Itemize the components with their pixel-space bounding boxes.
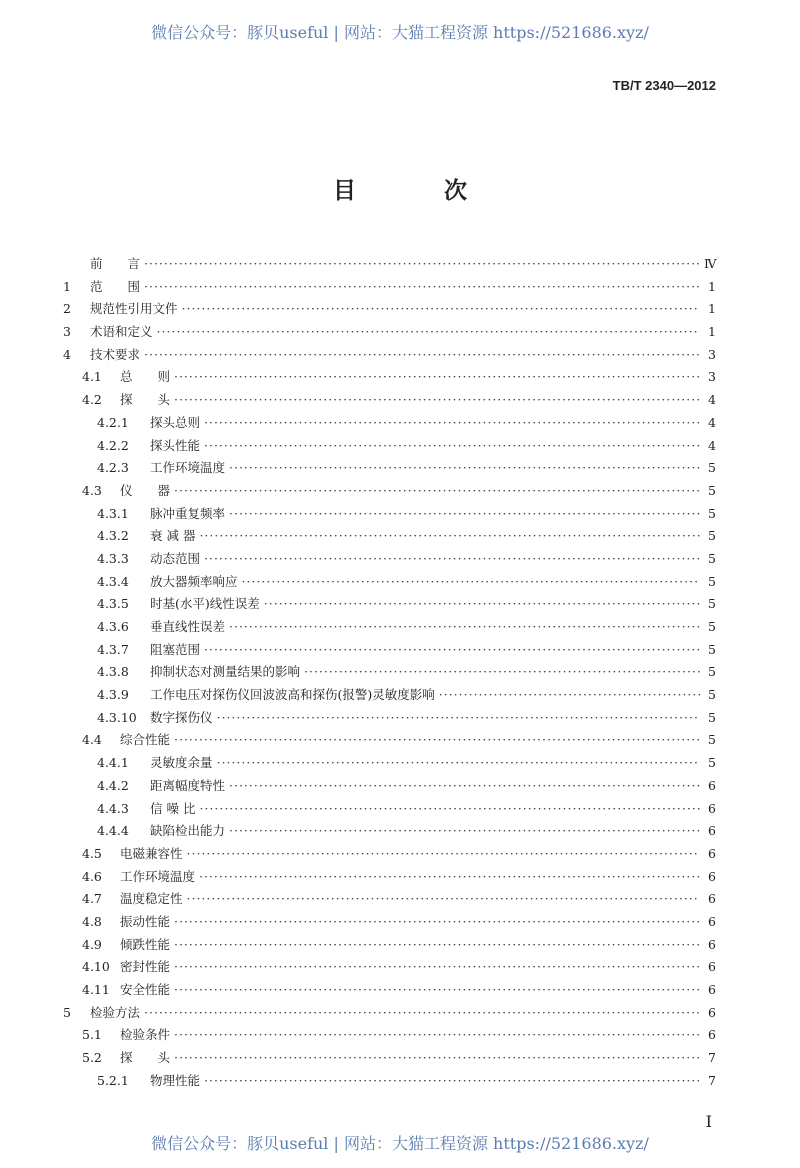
toc-entry-title: 术语和定义	[90, 324, 153, 340]
toc-entry[interactable]	[63, 367, 716, 390]
toc-entry-page: 6	[708, 1004, 716, 1020]
dot-leader	[199, 528, 700, 543]
toc-entry[interactable]	[63, 504, 716, 527]
toc-entry-title: 数字探伤仪	[150, 709, 213, 725]
toc-entry-page: 5	[708, 641, 716, 657]
toc-entry[interactable]	[63, 299, 716, 322]
toc-entry-title: 探头总则	[150, 414, 201, 430]
toc-entry-number: 4.1	[82, 369, 102, 385]
toc-entry-page: 6	[708, 868, 716, 884]
toc-entry-page: 5	[708, 550, 716, 566]
toc-entry-title: 总 则	[120, 369, 171, 385]
toc-entry[interactable]	[63, 867, 716, 890]
toc-entry[interactable]	[63, 322, 716, 345]
toc-entry-page: 1	[708, 278, 716, 294]
dot-leader	[217, 755, 700, 770]
toc-entry-title: 电磁兼容性	[120, 845, 183, 861]
dot-leader	[174, 937, 700, 952]
toc-entry-number: 4.4.1	[97, 755, 129, 771]
toc-entry-page: 5	[708, 505, 716, 521]
toc-entry[interactable]	[63, 799, 716, 822]
toc-entry-title: 信 噪 比	[150, 800, 196, 816]
page-title: 目 次	[332, 177, 507, 204]
toc-entry[interactable]	[63, 1025, 716, 1048]
watermark-bottom: 微信公众号：豚贝useful | 网站：大猫工程资源 https://521686.xyz/	[151, 1134, 649, 1153]
toc-entry-number: 4.3.8	[97, 664, 129, 680]
page-number: I	[705, 1112, 712, 1131]
toc-entry-page: 5	[708, 596, 716, 612]
dot-leader	[229, 506, 700, 521]
dot-leader	[144, 256, 700, 271]
dot-leader	[174, 732, 700, 747]
toc-entry-title: 工作电压对探伤仪回波波高和探伤(报警)灵敏度影响	[150, 687, 435, 703]
toc-entry-page: 5	[708, 573, 716, 589]
toc-entry-number: 4.4.4	[97, 823, 129, 839]
toc-entry-number: 4.3.1	[97, 505, 129, 521]
toc-entry-page: 4	[708, 392, 716, 408]
toc-entry[interactable]	[63, 413, 716, 436]
dot-leader	[229, 778, 700, 793]
dot-leader	[174, 483, 700, 498]
toc-entry-number: 4.7	[82, 891, 102, 907]
toc-entry-page: 6	[708, 1027, 716, 1043]
toc-entry-number: 4.3.2	[97, 528, 129, 544]
dot-leader	[229, 823, 700, 838]
toc-entry[interactable]	[63, 549, 716, 572]
toc-entry[interactable]	[63, 662, 716, 685]
toc-entry[interactable]	[63, 277, 716, 300]
toc-entry-number: 3	[63, 324, 71, 340]
toc-entry-page: 5	[708, 528, 716, 544]
toc-entry-title: 综合性能	[120, 732, 171, 748]
dot-leader	[199, 869, 700, 884]
toc-entry-number: 4.3.7	[97, 641, 129, 657]
toc-entry[interactable]	[63, 390, 716, 413]
toc-entry-page: 6	[708, 891, 716, 907]
dot-leader	[187, 846, 700, 861]
toc-entry[interactable]	[63, 640, 716, 663]
toc-entry[interactable]	[63, 526, 716, 549]
dot-leader	[144, 347, 700, 362]
toc-entry-title: 振动性能	[120, 913, 171, 929]
toc-entry-number: 4.9	[82, 936, 102, 952]
dot-leader	[217, 710, 700, 725]
toc-entry-title: 密封性能	[120, 959, 171, 975]
dot-leader	[182, 301, 700, 316]
dot-leader	[174, 392, 700, 407]
toc-entry[interactable]	[63, 935, 716, 958]
toc-entry[interactable]	[63, 753, 716, 776]
toc-entry[interactable]	[63, 481, 716, 504]
toc-entry-number: 4.4.3	[97, 800, 129, 816]
toc-entry-number: 4.3	[82, 482, 102, 498]
dot-leader	[439, 687, 700, 702]
toc-entry-number: 4.2	[82, 392, 102, 408]
toc-entry[interactable]	[63, 1071, 716, 1094]
toc-entry[interactable]	[63, 912, 716, 935]
dot-leader	[204, 438, 700, 453]
toc-entry-number: 4.2.2	[97, 437, 129, 453]
toc-entry-title: 范 围	[90, 278, 141, 294]
dot-leader	[187, 891, 700, 906]
dot-leader	[229, 619, 700, 634]
toc-entry-page: 5	[708, 482, 716, 498]
toc-entry-title: 缺陷检出能力	[150, 823, 226, 839]
toc-entry-page: 5	[708, 460, 716, 476]
toc-entry-number: 4.4.2	[97, 777, 129, 793]
toc-entry-number: 5.1	[82, 1027, 102, 1043]
toc-entry-number: 4	[63, 346, 71, 362]
toc-entry-page: 5	[708, 755, 716, 771]
dot-leader	[174, 1050, 700, 1065]
table-of-contents	[63, 254, 716, 1093]
toc-entry-title: 工作环境温度	[150, 460, 226, 476]
toc-entry[interactable]	[63, 436, 716, 459]
dot-leader	[174, 959, 700, 974]
toc-entry-page: 4	[708, 414, 716, 430]
toc-entry[interactable]	[63, 730, 716, 753]
toc-entry-number: 4.6	[82, 868, 102, 884]
dot-leader	[204, 415, 700, 430]
toc-entry-title: 温度稳定性	[120, 891, 183, 907]
toc-entry-number: 4.3.5	[97, 596, 129, 612]
dot-leader	[204, 1073, 700, 1088]
toc-entry-title: 技术要求	[90, 346, 141, 362]
toc-entry-number: 5.2.1	[97, 1072, 129, 1088]
dot-leader	[174, 914, 700, 929]
dot-leader	[229, 460, 700, 475]
dot-leader	[204, 551, 700, 566]
toc-entry-number: 4.2.1	[97, 414, 129, 430]
toc-entry-page: 6	[708, 959, 716, 975]
toc-entry-title: 前 言	[90, 256, 141, 271]
toc-entry-page: 7	[708, 1072, 716, 1088]
toc-entry[interactable]	[63, 458, 716, 481]
toc-entry-page: 1	[708, 301, 716, 317]
dot-leader	[264, 596, 700, 611]
toc-entry[interactable]	[63, 889, 716, 912]
toc-entry[interactable]	[63, 821, 716, 844]
toc-entry-title: 探 头	[120, 1050, 171, 1066]
toc-entry-title: 规范性引用文件	[90, 301, 178, 317]
toc-entry-page: 6	[708, 823, 716, 839]
toc-entry[interactable]	[63, 1003, 716, 1026]
toc-entry-number: 4.8	[82, 913, 102, 929]
toc-entry-number: 2	[63, 301, 71, 317]
dot-leader	[204, 642, 700, 657]
toc-entry-number: 4.3.3	[97, 550, 129, 566]
toc-entry-title: 物理性能	[150, 1072, 201, 1088]
dot-leader	[199, 801, 700, 816]
toc-entry-title: 垂直线性误差	[150, 619, 226, 634]
toc-entry-number: 4.3.6	[97, 619, 129, 634]
toc-entry-number: 4.3.9	[97, 687, 129, 703]
toc-entry[interactable]	[63, 345, 716, 368]
toc-entry-page: 6	[708, 913, 716, 929]
toc-entry[interactable]	[63, 844, 716, 867]
dot-leader	[174, 369, 700, 384]
dot-leader	[174, 982, 700, 997]
toc-entry-page: 1	[708, 324, 716, 340]
toc-entry-page: 5	[708, 732, 716, 748]
toc-entry[interactable]	[63, 708, 716, 731]
toc-entry-number: 5	[63, 1004, 71, 1020]
watermark-top: 微信公众号：豚贝useful | 网站：大猫工程资源 https://521686.xyz/	[151, 23, 649, 42]
toc-entry-page: 5	[708, 664, 716, 680]
toc-entry-page: 6	[708, 800, 716, 816]
toc-entry[interactable]	[63, 1048, 716, 1071]
toc-entry-number: 4.3.4	[97, 573, 129, 589]
toc-entry-number: 1	[63, 278, 71, 294]
toc-entry-title: 检验条件	[120, 1027, 171, 1043]
toc-entry[interactable]	[63, 572, 716, 595]
toc-entry-number: 4.11	[82, 982, 110, 997]
toc-entry-page: 4	[708, 437, 716, 453]
toc-entry-title: 时基(水平)线性误差	[150, 596, 260, 612]
toc-entry-title: 衰 减 器	[150, 528, 196, 544]
toc-entry-number: 5.2	[82, 1050, 102, 1066]
toc-entry-page: Ⅳ	[704, 256, 717, 271]
toc-entry-page: 6	[708, 982, 716, 997]
toc-entry-title: 抑制状态对测量结果的影响	[150, 664, 301, 680]
dot-leader	[242, 574, 700, 589]
dot-leader	[144, 279, 700, 294]
toc-entry-title: 灵敏度余量	[150, 755, 213, 771]
dot-leader	[144, 1005, 700, 1020]
toc-entry-title: 距离幅度特性	[150, 777, 226, 793]
toc-entry-page: 7	[708, 1050, 716, 1066]
toc-entry-number: 4.3.10	[97, 709, 137, 725]
toc-entry-title: 探 头	[120, 392, 171, 408]
toc-entry[interactable]	[63, 617, 716, 640]
toc-entry-page: 6	[708, 845, 716, 861]
toc-entry-number: 4.10	[82, 959, 110, 975]
toc-entry-page: 5	[708, 709, 716, 725]
toc-entry-page: 5	[708, 619, 716, 634]
toc-entry-number: 4.2.3	[97, 460, 129, 476]
toc-entry-page: 3	[708, 346, 716, 362]
toc-entry-title: 倾跌性能	[120, 936, 171, 952]
toc-entry-number: 4.4	[82, 732, 102, 748]
toc-entry-title: 脉冲重复频率	[150, 505, 226, 521]
toc-entry-title: 放大器频率响应	[150, 573, 238, 589]
standard-number: TB/T 2340—2012	[612, 78, 716, 93]
toc-entry-page: 3	[708, 369, 716, 385]
toc-entry-title: 探头性能	[150, 437, 201, 453]
toc-entry[interactable]	[63, 776, 716, 799]
toc-entry[interactable]	[63, 594, 716, 617]
toc-entry-title: 检验方法	[90, 1004, 141, 1020]
toc-entry-page: 6	[708, 777, 716, 793]
toc-entry-title: 工作环境温度	[120, 868, 196, 884]
toc-entry-title: 阻塞范围	[150, 641, 201, 657]
dot-leader	[174, 1027, 700, 1042]
toc-entry[interactable]	[63, 957, 716, 980]
toc-entry[interactable]	[63, 254, 716, 277]
toc-entry-number: 4.5	[82, 845, 102, 861]
toc-entry-title: 仪 器	[120, 482, 171, 498]
toc-entry-page: 5	[708, 687, 716, 703]
toc-entry[interactable]	[63, 980, 716, 1003]
toc-entry-page: 6	[708, 936, 716, 952]
dot-leader	[157, 324, 700, 339]
toc-entry-title: 动态范围	[150, 550, 201, 566]
toc-entry[interactable]	[63, 685, 716, 708]
dot-leader	[304, 664, 700, 679]
toc-entry-title: 安全性能	[120, 982, 171, 997]
